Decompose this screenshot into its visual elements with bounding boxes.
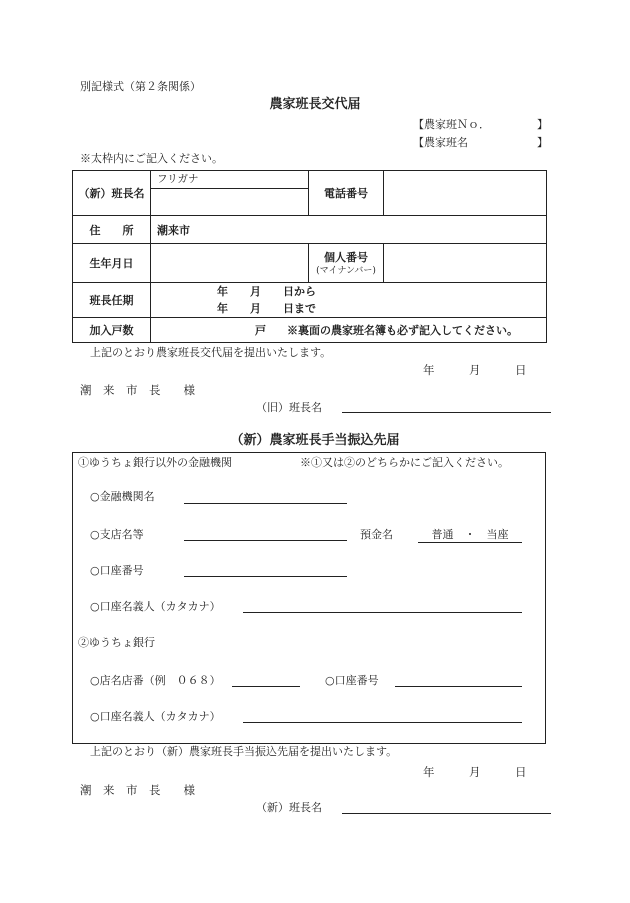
row-leader-name [73,171,547,216]
personal-no-cell [309,244,384,283]
account-no-line [184,576,347,577]
term-from: 年 月 日から [217,285,316,298]
section1-label: ①ゆうちょ銀行以外の金融機関 [78,456,232,469]
form1-title: 農家班長交代届 [269,97,361,112]
term-to: 年 月 日まで [217,302,316,315]
yucho-account-no-line [395,686,522,687]
yucho-account-holder-label: ○口座名義人（カタカナ） [90,710,221,723]
personal-no-label: 個人番号 [324,250,368,264]
leader-name-cell [151,171,309,216]
form1-addressee: 潮 来 市 長 様 [80,383,195,397]
group-no-label: 【農家班Ｎｏ． [413,118,490,131]
address-label: 住 所 [73,216,151,244]
leader-name-label: （新）班長名 [73,171,151,216]
phone-cell [384,171,547,216]
households-cell [151,318,547,343]
row-term [73,283,547,318]
address-value: 潮来市 [151,216,547,244]
group-name-label: 【農家班名 [413,136,468,149]
group-name-bracket: 】 [537,136,548,149]
birthdate-label: 生年月日 [73,244,151,283]
households-label: 加入戸数 [73,318,151,343]
row-birthdate [73,244,547,283]
form2-title: （新）農家班長手当振込先届 [230,433,400,448]
account-no-label: ○口座番号 [90,564,144,577]
form2-date: 年 月 日 [423,765,527,779]
personal-no-sub: (マイナンバー) [316,265,376,276]
leader-change-table [72,170,547,343]
households-note: ※裏面の農家班名簿も必ず記入してください。 [287,324,518,337]
birthdate-cell [151,244,309,283]
form1-submit-text: 上記のとおり農家班長交代届を提出いたします。 [90,346,332,359]
bank-name-line [184,503,347,504]
yucho-account-holder-line [243,722,522,723]
form1-date: 年 月 日 [423,363,527,377]
row-households [73,318,547,343]
group-no-bracket: 】 [537,118,548,131]
section2-label: ②ゆうちょ銀行 [78,636,155,649]
furigana-label: フリガナ [151,171,308,189]
appendix-label: 別記様式（第２条関係） [80,80,201,93]
store-no-line [232,686,300,687]
branch-line [184,540,347,541]
old-leader-signature-line [342,412,551,413]
branch-label: ○支店名等 [90,528,144,541]
form2-addressee: 潮 来 市 長 様 [80,783,195,797]
term-cell [151,283,547,318]
new-leader-label: （新）班長名 [256,801,322,814]
bank-name-label: ○金融機関名 [90,490,155,503]
form2-submit-text: 上記のとおり（新）農家班長手当振込先届を提出いたします。 [90,745,398,758]
households-unit: 戸 [255,324,266,337]
account-holder-label: ○口座名義人（カタカナ） [90,600,221,613]
old-leader-label: （旧）班長名 [256,401,322,414]
phone-label: 電話番号 [309,171,384,216]
row-address [73,216,547,244]
term-label: 班長任期 [73,283,151,318]
personal-no-value-cell [384,244,547,283]
yucho-account-no-label: ○口座番号 [325,674,379,687]
fill-note: ※太枠内にご記入ください。 [80,152,223,165]
deposit-type-value: 普通 ・ 当座 [418,528,522,543]
store-no-label: ○店名店番（例 ０６８） [90,674,221,687]
account-holder-line [243,612,522,613]
deposit-type-label: 預金名 [360,528,393,541]
choice-note: ※①又は②のどちらかにご記入ください。 [300,456,509,469]
new-leader-signature-line [342,813,551,814]
